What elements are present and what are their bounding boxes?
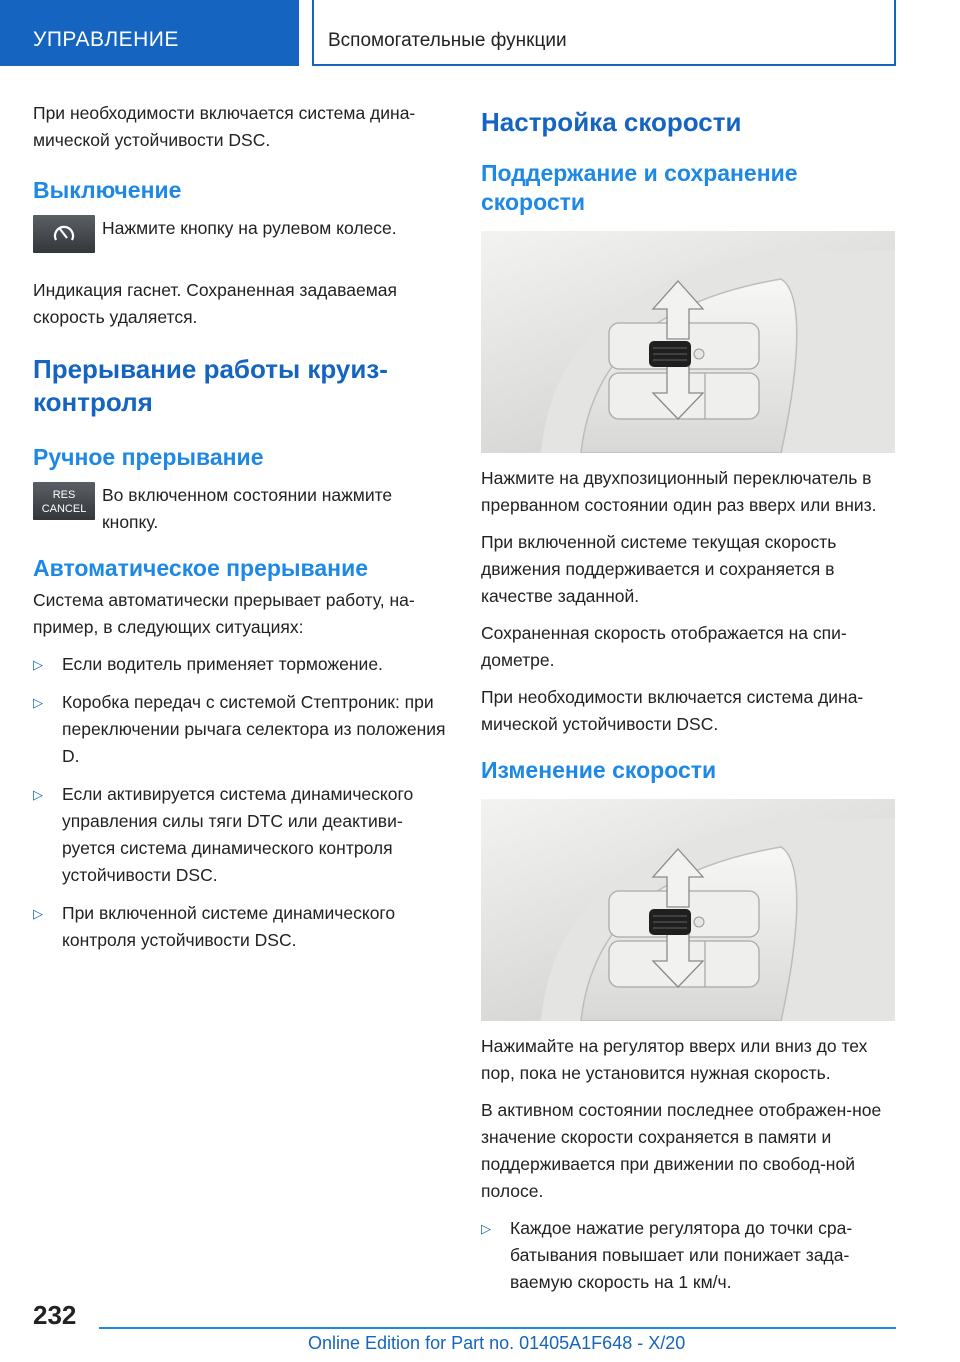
list-item: ▷ Если активируется система динамического управления силы тяги DTC или деактиви-руется система динамического контроля устойчивости DSC. [33, 781, 448, 889]
section-tab [0, 0, 299, 66]
section-title: УПРАВЛЕНИЕ [33, 28, 179, 51]
off-note: Индикация гаснет. Сохраненная задаваемая скорость удаляется. [33, 280, 397, 327]
chapter-title: Вспомогательные функции [328, 30, 567, 51]
manual-heading: Ручное прерывание [33, 444, 264, 470]
right-column [481, 100, 897, 1307]
setup-heading: Настройка скорости [481, 107, 742, 137]
off-heading: Выключение [33, 177, 182, 203]
intro-text: При необходимости включается система дина-мической устойчивости DSC. [33, 103, 416, 150]
cruise-off-button-icon [33, 215, 95, 253]
off-text: Нажмите кнопку на рулевом колесе. [102, 218, 397, 238]
cancel-label: CANCEL [41, 503, 87, 515]
steering-switch-image-2 [481, 799, 895, 1021]
steering-wheel-switch-illustration-2 [481, 799, 895, 1021]
change-text-2: В активном состоянии последнее отображен-ное значение скорости сохраняется в памяти и поддерживается при движении по свобод-ной полосе. [481, 1100, 882, 1201]
maintain-text-3: Сохраненная скорость отображается на спи-дометре. [481, 623, 847, 670]
maintain-text-1: Нажмите на двухпозиционный переключатель в прерванном состоянии один раз вверх или вниз. [481, 468, 877, 515]
auto-text: Система автоматически прерывает работу, на-пример, в следующих ситуациях: [33, 590, 415, 637]
res-label: RES [52, 489, 76, 501]
triangle-bullet-icon: ▷ [481, 1221, 491, 1236]
triangle-bullet-icon: ▷ [33, 906, 43, 921]
edition-text: Online Edition for Part no. 01405A1F648 - X/20 [308, 1333, 686, 1353]
maintain-heading: Поддержание и сохранение скорости [481, 160, 798, 215]
maintain-text-2: При включенной системе текущая скорость движения поддерживается и сохраняется в качестве заданной. [481, 532, 837, 606]
list-item: ▷ Если водитель применяет торможение. [33, 651, 448, 678]
off-instruction [33, 215, 448, 277]
maintain-text-4: При необходимости включается система дина-мической устойчивости DSC. [481, 687, 864, 734]
interrupt-heading: Прерывание работы круиз-контроля [33, 354, 388, 417]
footer-divider [99, 1327, 896, 1329]
res-cancel-button-icon [33, 482, 95, 520]
auto-situations-list [33, 651, 448, 954]
triangle-bullet-icon: ▷ [33, 787, 43, 802]
chapter-header [312, 0, 896, 66]
steering-switch-image [481, 231, 895, 453]
list-item: ▷ Каждое нажатие регулятора до точки сра-батывания повышает или понижает зада-ваемую скорость на 1 км/ч. [481, 1215, 897, 1296]
manual-text: Во включенном состоянии нажмите кнопку. [102, 485, 393, 532]
change-list [481, 1215, 897, 1296]
triangle-bullet-icon: ▷ [33, 695, 43, 710]
change-text-1: Нажимайте на регулятор вверх или вниз до тех пор, пока не установится нужная скорость. [481, 1036, 868, 1083]
manual-instruction [33, 482, 448, 544]
list-item: ▷ При включенной системе динамического контроля устойчивости DSC. [33, 900, 448, 954]
cruise-off-symbol-icon [33, 215, 95, 253]
page-number: 232 [33, 1300, 77, 1330]
left-column [33, 100, 448, 965]
steering-wheel-switch-illustration [481, 231, 895, 453]
change-heading: Изменение скорости [481, 757, 717, 783]
triangle-bullet-icon: ▷ [33, 657, 43, 672]
list-item: ▷ Коробка передач с системой Стептроник: при переключении рычага селектора из положения D. [33, 689, 448, 770]
auto-heading: Автоматическое прерывание [33, 555, 369, 581]
